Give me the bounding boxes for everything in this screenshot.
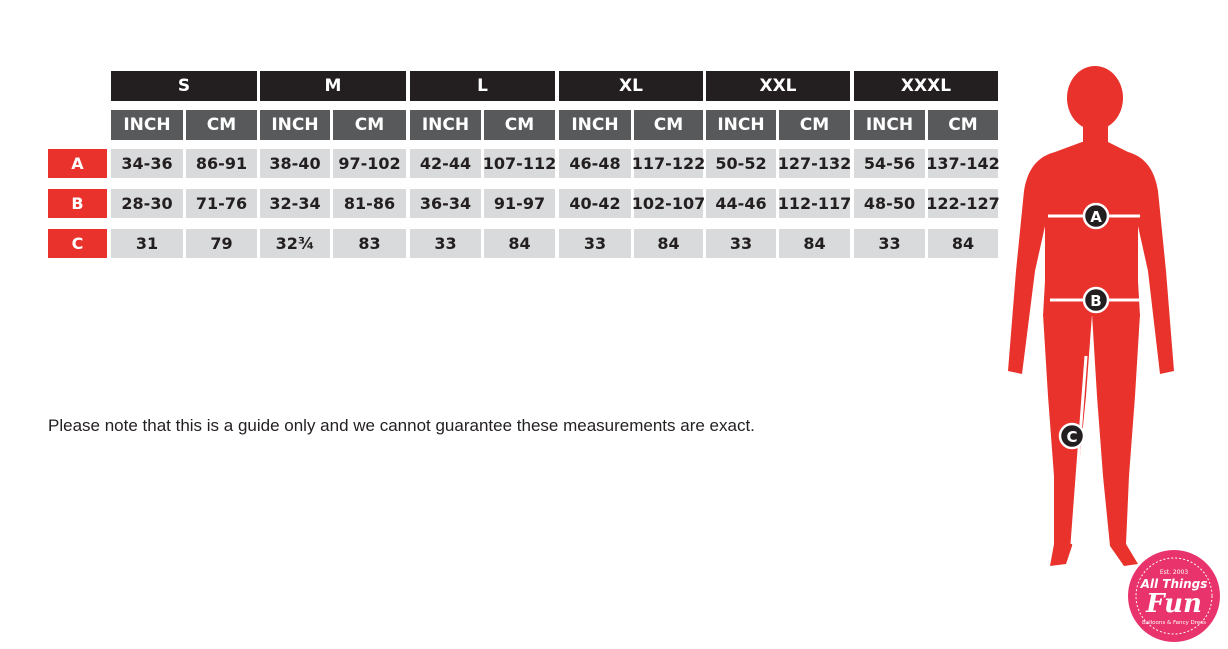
- unit-header-cm: CM: [484, 110, 555, 140]
- table-cell: 42-44: [410, 149, 481, 178]
- table-cell: 84: [928, 229, 998, 258]
- table-cell: 28-30: [111, 189, 183, 218]
- table-cell: 33: [559, 229, 631, 258]
- unit-header-inch: INCH: [111, 110, 183, 140]
- table-cell: 107-112: [484, 149, 555, 178]
- table-cell: 91-97: [484, 189, 555, 218]
- unit-header-cm: CM: [779, 110, 850, 140]
- table-cell: 84: [779, 229, 850, 258]
- body-measurement-figure: [1000, 66, 1210, 586]
- size-header-l: L: [410, 71, 555, 101]
- table-cell: 54-56: [854, 149, 925, 178]
- table-cell: 33: [706, 229, 776, 258]
- table-cell: 46-48: [559, 149, 631, 178]
- size-header-m: M: [260, 71, 406, 101]
- disclaimer-note: Please note that this is a guide only and we cannot guarantee these measurements are exact.: [48, 416, 755, 435]
- table-cell: 97-102: [333, 149, 406, 178]
- size-header-xxxl: XXXL: [854, 71, 998, 101]
- table-cell: 38-40: [260, 149, 330, 178]
- body-silhouette-icon: [1008, 66, 1174, 566]
- unit-header-cm: CM: [333, 110, 406, 140]
- unit-header-cm: CM: [928, 110, 998, 140]
- table-cell: 33: [410, 229, 481, 258]
- table-cell: 112-117: [779, 189, 850, 218]
- table-cell: 31: [111, 229, 183, 258]
- logo-line1: All Things: [1140, 577, 1208, 591]
- table-cell: 102-107: [634, 189, 703, 218]
- table-cell: 122-127: [928, 189, 998, 218]
- table-cell: 81-86: [333, 189, 406, 218]
- marker-c-icon: [1060, 424, 1084, 448]
- marker-a-icon: [1084, 204, 1108, 228]
- table-cell: 71-76: [186, 189, 257, 218]
- table-cell: 36-34: [410, 189, 481, 218]
- table-cell: 40-42: [559, 189, 631, 218]
- size-header-s: S: [111, 71, 257, 101]
- unit-header-inch: INCH: [854, 110, 925, 140]
- table-cell: 127-132: [779, 149, 850, 178]
- marker-b-label: B: [1090, 292, 1102, 310]
- unit-header-cm: CM: [634, 110, 703, 140]
- marker-c-label: C: [1066, 428, 1078, 446]
- table-cell: 117-122: [634, 149, 703, 178]
- row-label-c: C: [48, 229, 107, 258]
- unit-header-inch: INCH: [559, 110, 631, 140]
- table-cell: 48-50: [854, 189, 925, 218]
- table-cell: 50-52: [706, 149, 776, 178]
- table-cell: 32-34: [260, 189, 330, 218]
- table-cell: 83: [333, 229, 406, 258]
- table-cell: 44-46: [706, 189, 776, 218]
- marker-a-label: A: [1090, 208, 1102, 226]
- row-label-a: A: [48, 149, 107, 178]
- table-cell: 86-91: [186, 149, 257, 178]
- table-cell: 84: [634, 229, 703, 258]
- size-header-xxl: XXL: [706, 71, 850, 101]
- all-things-fun-logo: [1126, 548, 1222, 644]
- logo-line2: Fun: [1146, 589, 1202, 619]
- size-header-xl: XL: [559, 71, 703, 101]
- table-cell: 79: [186, 229, 257, 258]
- unit-header-inch: INCH: [410, 110, 481, 140]
- table-cell: 34-36: [111, 149, 183, 178]
- table-cell: 32¾: [260, 229, 330, 258]
- row-label-b: B: [48, 189, 107, 218]
- unit-header-inch: INCH: [706, 110, 776, 140]
- table-cell: 137-142: [928, 149, 998, 178]
- marker-b-icon: [1084, 288, 1108, 312]
- unit-header-cm: CM: [186, 110, 257, 140]
- logo-established: Est. 2003: [1159, 569, 1189, 576]
- unit-header-inch: INCH: [260, 110, 330, 140]
- table-cell: 84: [484, 229, 555, 258]
- logo-tagline: Balloons & Fancy Dress: [1141, 620, 1207, 626]
- table-cell: 33: [854, 229, 925, 258]
